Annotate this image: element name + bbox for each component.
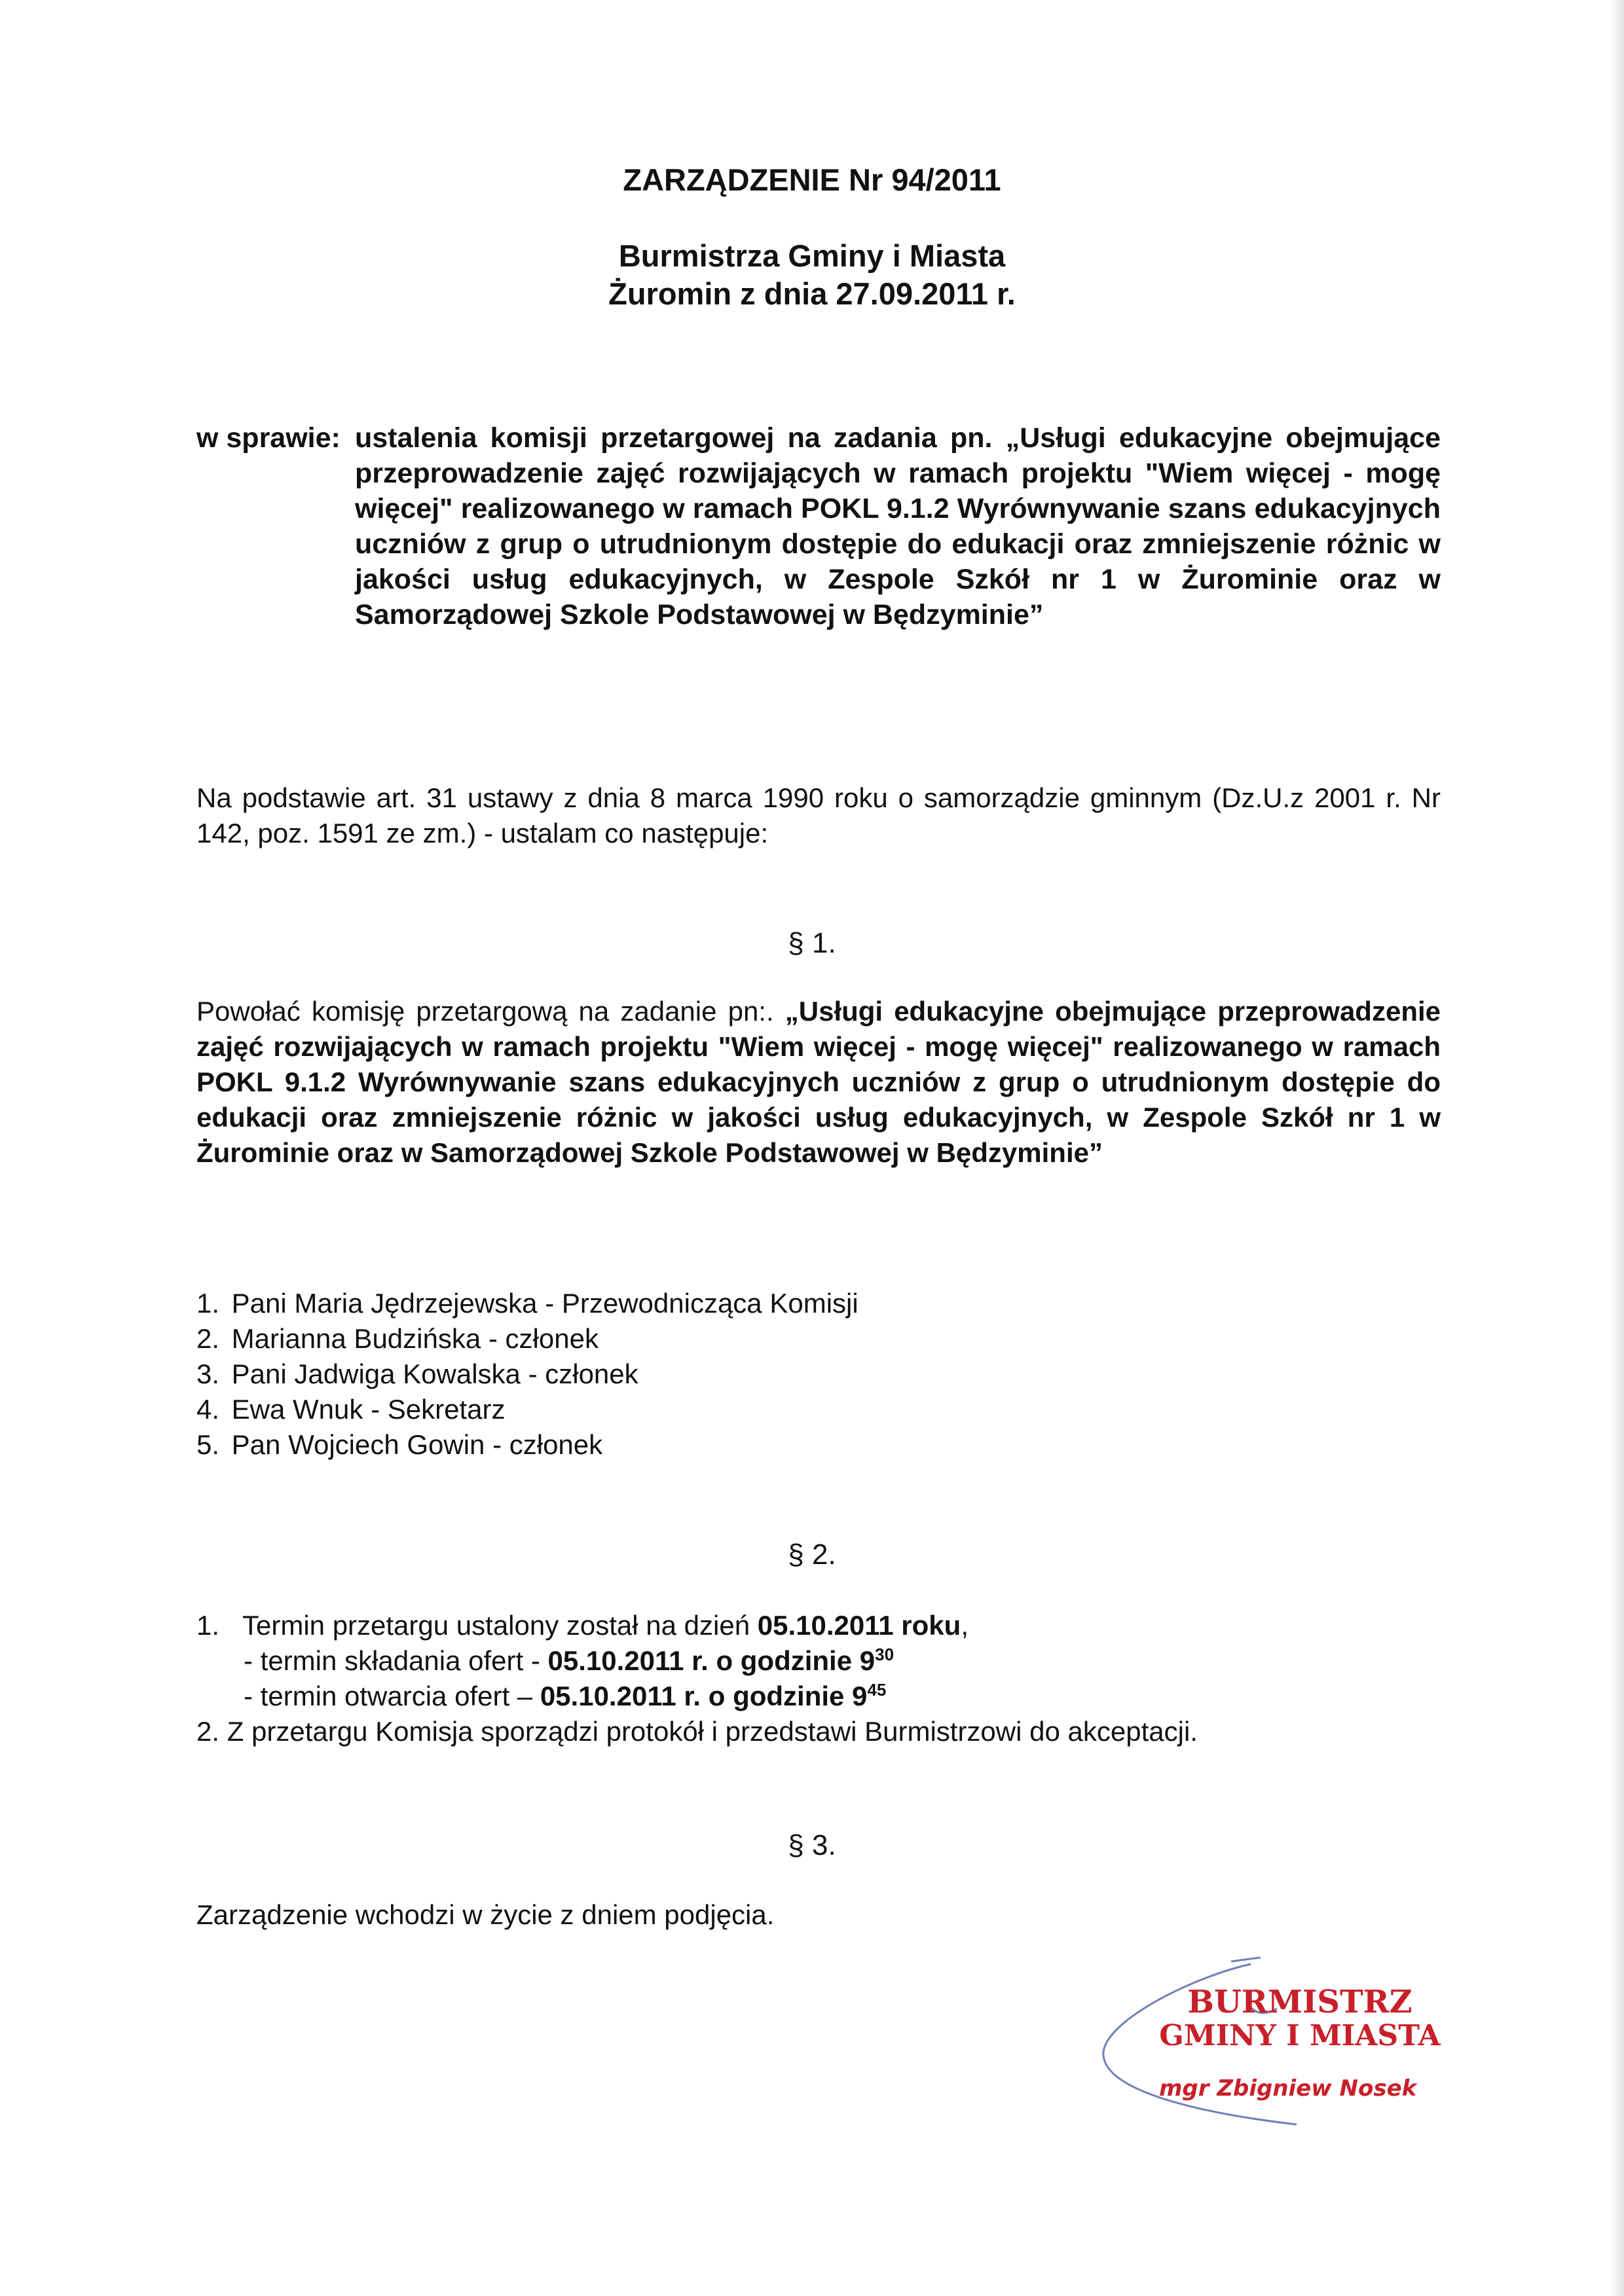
appointment-intro: Powołać komisję przetargową na zadanie pn:. bbox=[196, 996, 774, 1027]
offers-open-time: 05.10.2011 r. o godzinie $9^{45}$ bbox=[540, 1680, 887, 1711]
list-item: 4. Ewa Wnuk - Sekretarz bbox=[196, 1394, 506, 1425]
stamp-line-2: GMINY I MIASTA bbox=[1159, 2019, 1441, 2052]
subject-prefix: w sprawie: bbox=[196, 422, 341, 454]
offers-submit-row: - termin składania ofert - 05.10.2011 r. o godzinie $9^{30}$ bbox=[244, 1645, 895, 1676]
tender-date: 05.10.2011 roku bbox=[757, 1610, 961, 1641]
section-2-terms bbox=[196, 1608, 1441, 1749]
section-1-appointment bbox=[196, 994, 1441, 1171]
subject-text: ustalenia komisji przetargowej na zadania pn. „Usługi edukacyjne obejmujące przeprowadzenie zajęć rozwijających w ramach projektu "Wiem więcej - mogę więcej" realizowanego w ramach POKL 9.1.2 Wyrównywanie szans edukacyjnych uczniów z grup o utrudnionym dostępie do edukacji oraz zmniejszenie różnic w jakości usług edukacyjnych, w Zespole Szkół nr 1 w Żurominie oraz w Samorządowej Szkole Podstawowej w Będzyminie” bbox=[355, 422, 1441, 630]
signatory-name: mgr Zbigniew Nosek bbox=[1159, 2075, 1417, 2102]
list-item: 1. Pani Maria Jędrzejewska - Przewodnicząca Komisji bbox=[196, 1288, 858, 1319]
list-item: 2. Marianna Budzińska - członek bbox=[196, 1323, 599, 1354]
list-item: 5. Pan Wojciech Gowin - członek bbox=[196, 1429, 603, 1460]
entry-into-force: Zarządzenie wchodzi w życie z dniem podjęcia. bbox=[196, 1899, 775, 1930]
tender-date-row: 1. Termin przetargu ustalony został na dzień 05.10.2011 roku, bbox=[196, 1610, 969, 1641]
subject-block bbox=[196, 420, 1441, 632]
protocol-row: 2. Z przetargu Komisja sporządzi protokół i przedstawi Burmistrzowi do akceptacji. bbox=[196, 1716, 1198, 1747]
appointment-task: „Usługi edukacyjne obejmujące przeprowadzenie zajęć rozwijających w ramach projektu "Wiem więcej - mogę więcej" realizowanego w ramach POKL 9.1.2 Wyrównywanie szans edukacyjnych uczniów z grup o utrudnionym dostępie do edukacji oraz zmniejszenie różnic w jakości usług edukacyjnych, w Zespole Szkół nr 1 w Żurominie oraz w Samorządowej Szkole Podstawowej w Będzyminie” bbox=[196, 996, 1441, 1168]
offers-open-row: - termin otwarcia ofert – 05.10.2011 r. o godzinie $9^{45}$ bbox=[244, 1680, 887, 1711]
committee-members-list bbox=[196, 1286, 1244, 1463]
issuer-block bbox=[0, 237, 1624, 313]
issuer-line-1: Burmistrza Gminy i Miasta bbox=[618, 238, 1006, 273]
list-item: 3. Pani Jadwiga Kowalska - członek bbox=[196, 1358, 638, 1389]
document-title: ZARZĄDZENIE Nr 94/2011 bbox=[623, 162, 1001, 197]
legal-basis: Na podstawie art. 31 ustawy z dnia 8 marca 1990 roku o samorządzie gminnym (Dz.U.z 2001 r. Nr 142, poz. 1591 ze zm.) - ustalam co następuje: bbox=[196, 782, 1441, 848]
page-edge-shadow bbox=[1610, 0, 1624, 2296]
section-2-heading: § 2. bbox=[788, 1539, 836, 1571]
section-1-heading: § 1. bbox=[788, 927, 836, 959]
stamp-line-1: BURMISTRZ bbox=[1187, 1984, 1412, 2020]
official-stamp bbox=[1080, 1938, 1447, 2147]
offers-submit-time: 05.10.2011 r. o godzinie $9^{30}$ bbox=[547, 1645, 895, 1676]
issuer-line-2: Żuromin z dnia 27.09.2011 r. bbox=[608, 276, 1016, 311]
section-3-heading: § 3. bbox=[788, 1829, 836, 1861]
